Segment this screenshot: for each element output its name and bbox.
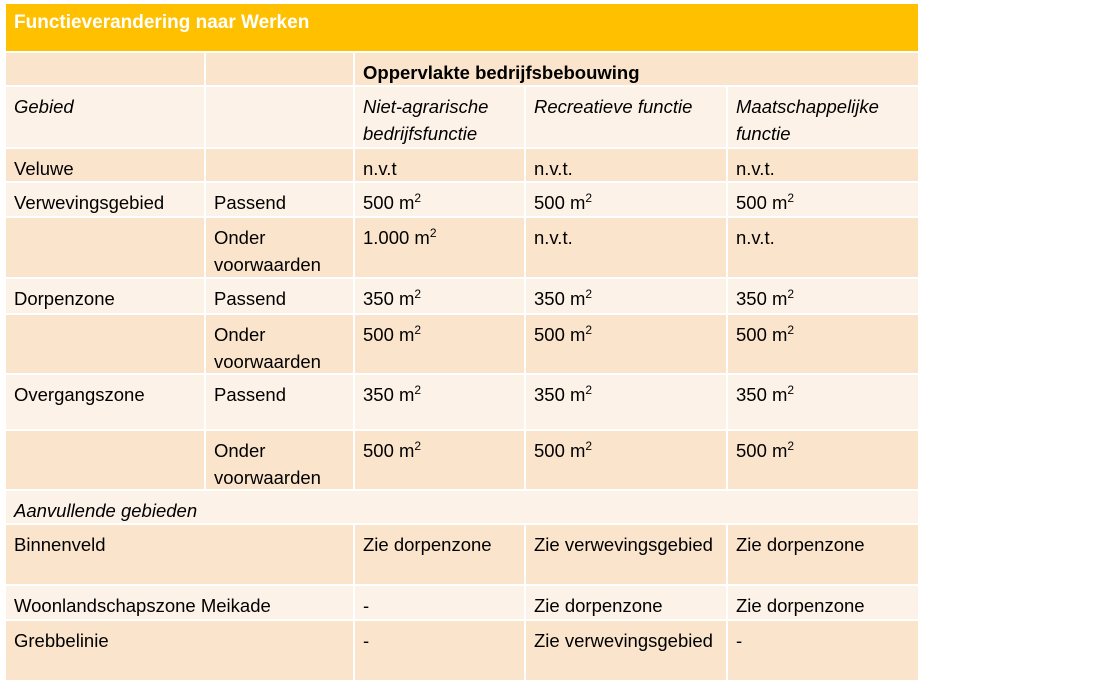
value-cell: 500 $m^2$ (353, 431, 524, 489)
value-cell: - (353, 621, 524, 680)
section-row (6, 489, 918, 523)
header-group-label: Oppervlakte bedrijfsbebouwing (353, 53, 918, 85)
value-cell: 500 $m^2$ (524, 315, 726, 373)
werken-table (6, 4, 918, 680)
table-row (6, 373, 918, 429)
value-cell: Zie dorpenzone (524, 586, 726, 619)
value-cell: n.v.t. (524, 149, 726, 181)
unit-superscript: 2 (414, 439, 422, 453)
value-cell: 1.000 $m^2$ (353, 218, 524, 277)
value-cell: Zie dorpenzone (726, 586, 918, 619)
table-row (6, 619, 918, 680)
unit-superscript: 2 (787, 323, 795, 337)
sub-cell: Passend (204, 375, 353, 429)
table-row (6, 313, 918, 373)
gebied-cell (6, 431, 204, 489)
value-cell: 350 $m^2$ (353, 375, 524, 429)
unit-superscript: 2 (585, 439, 593, 453)
sub-cell: Onder voorwaarden (204, 315, 353, 373)
sub-cell: Onder voorwaarden (204, 218, 353, 277)
value-cell: Zie dorpenzone (353, 525, 524, 584)
value-cell: Zie verwevingsgebied (524, 621, 726, 680)
table-row (6, 523, 918, 584)
header-maatschappelijk: Maatschappelijke functie (726, 87, 918, 147)
value-cell: 500 $m^2$ (353, 183, 524, 216)
unit-superscript: 2 (787, 191, 795, 205)
table-row (6, 429, 918, 489)
value-cell: 500 $m^2$ (524, 431, 726, 489)
value-cell: Zie dorpenzone (726, 525, 918, 584)
sub-cell: Onder voorwaarden (204, 431, 353, 489)
value-cell: 350 $m^2$ (524, 375, 726, 429)
value-cell: 500 $m^2$ (726, 315, 918, 373)
header-niet-agrarisch: Niet-agrarische bedrijfsfunctie (353, 87, 524, 147)
table-row (6, 181, 918, 216)
unit-superscript: 2 (585, 323, 593, 337)
unit-superscript: 2 (585, 383, 593, 397)
unit-superscript: 2 (414, 191, 422, 205)
table-row (6, 216, 918, 277)
value-cell: - (353, 586, 524, 619)
value-cell: n.v.t (353, 149, 524, 181)
value-cell: 350 $m^2$ (726, 375, 918, 429)
table-title: Functieverandering naar Werken (6, 4, 918, 51)
gebied-cell (6, 315, 204, 373)
value-cell: n.v.t. (726, 218, 918, 277)
unit-superscript: 2 (414, 287, 422, 301)
header-empty-2 (204, 53, 353, 85)
gebied-cell: Grebbelinie (14, 630, 109, 651)
table-row (6, 584, 918, 619)
header-empty-3 (204, 87, 353, 147)
table-row (6, 277, 918, 313)
sub-cell: Passend (204, 183, 353, 216)
sub-cell (204, 149, 353, 181)
value-cell: Zie verwevingsgebied (524, 525, 726, 584)
unit-superscript: 2 (429, 226, 437, 240)
unit-superscript: 2 (787, 439, 795, 453)
gebied-cell: Verwevingsgebied (14, 192, 165, 213)
value-cell: 500 $m^2$ (726, 183, 918, 216)
gebied-cell: Dorpenzone (14, 288, 115, 309)
value-cell: 500 $m^2$ (353, 315, 524, 373)
value-cell: n.v.t. (524, 218, 726, 277)
gebied-cell: Binnenveld (14, 534, 106, 555)
unit-superscript: 2 (787, 287, 795, 301)
header-row-columns (6, 85, 918, 147)
value-cell: n.v.t. (726, 149, 918, 181)
unit-superscript: 2 (414, 323, 422, 337)
gebied-cell: Overgangszone (14, 384, 145, 405)
value-cell: - (726, 621, 918, 680)
header-row-group (6, 51, 918, 85)
unit-superscript: 2 (585, 287, 593, 301)
value-cell: 500 $m^2$ (524, 183, 726, 216)
gebied-cell (6, 218, 204, 277)
header-gebied: Gebied (14, 96, 74, 117)
unit-superscript: 2 (414, 383, 422, 397)
table-row (6, 147, 918, 181)
gebied-cell: Woonlandschapszone Meikade (14, 595, 271, 616)
header-empty-1 (6, 53, 204, 85)
unit-superscript: 2 (585, 191, 593, 205)
header-recreatief: Recreatieve functie (524, 87, 726, 147)
gebied-cell: Veluwe (14, 158, 74, 179)
value-cell: 350 $m^2$ (524, 279, 726, 313)
sub-cell: Passend (204, 279, 353, 313)
section-label: Aanvullende gebieden (14, 500, 198, 521)
value-cell: 350 $m^2$ (353, 279, 524, 313)
unit-superscript: 2 (787, 383, 795, 397)
value-cell: 350 $m^2$ (726, 279, 918, 313)
value-cell: 500 $m^2$ (726, 431, 918, 489)
